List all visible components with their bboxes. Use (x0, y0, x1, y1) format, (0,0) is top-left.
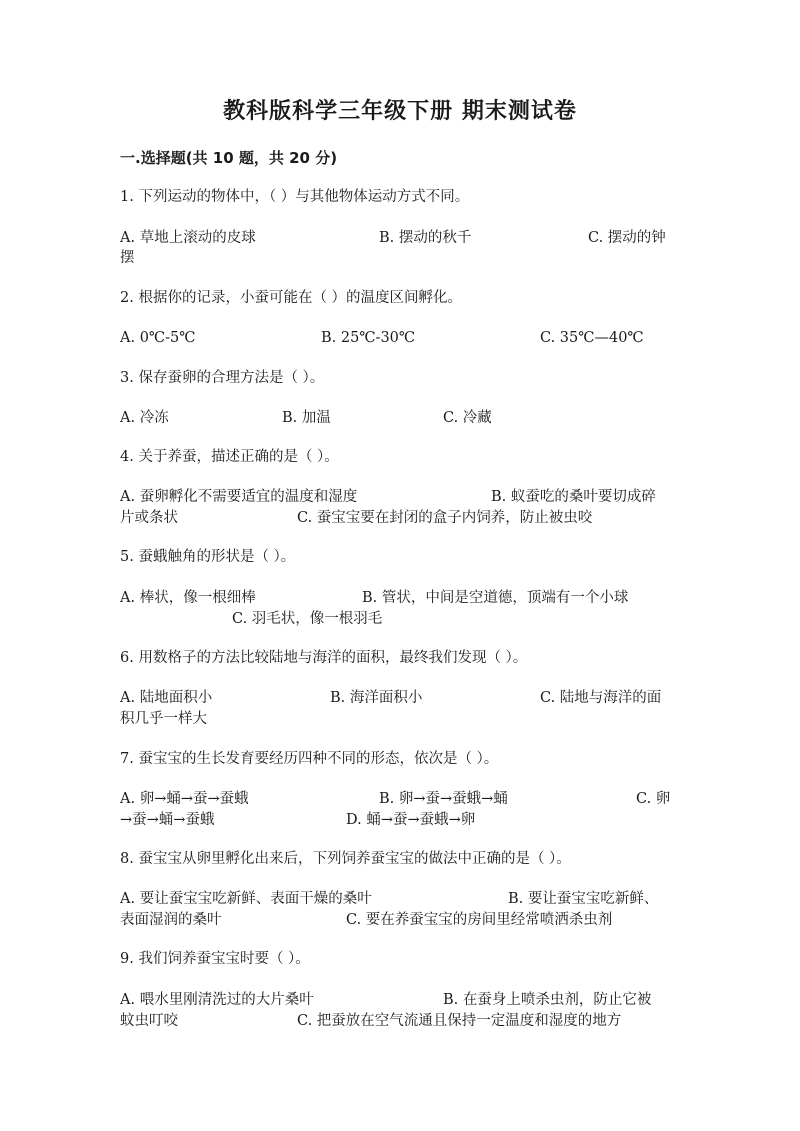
q8-option-c: C. 要在养蚕宝宝的房间里经常喷洒杀虫剂 (346, 912, 613, 928)
q3-option-b: B. 加温 (282, 410, 331, 426)
q6-option-a: A. 陆地面积小 (120, 690, 213, 706)
q4-option-a: A. 蚕卵孵化不需要适宜的温度和湿度 (120, 489, 358, 505)
q1-option-b: B. 摆动的秋千 (379, 230, 472, 246)
q9-option-b-wrap: 蚊虫叮咬 (120, 1013, 178, 1029)
q7-option-c-wrap: →蚕→蛹→蚕蛾 (120, 812, 215, 828)
q5-option-a: A. 棒状，像一根细棒 (120, 590, 256, 606)
q4-option-b: B. 蚁蚕吃的桑叶要切成碎 (491, 489, 656, 505)
q1-option-c: C. 摆动的钟 (588, 230, 666, 246)
question-8-stem: 8. 蚕宝宝从卵里孵化出来后，下列饲养蚕宝宝的做法中正确的是（ ）。 (120, 851, 571, 867)
q6-option-b: B. 海洋面积小 (330, 690, 423, 706)
q9-option-c: C. 把蚕放在空气流通且保持一定温度和湿度的地方 (297, 1013, 622, 1029)
q7-option-b: B. 卵→蚕→蚕蛾→蛹 (379, 791, 508, 807)
q8-option-a: A. 要让蚕宝宝吃新鲜、表面干燥的桑叶 (120, 891, 372, 907)
page-title: 教科版科学三年级下册 期末测试卷 (223, 99, 577, 124)
q9-option-a: A. 喂水里刚清洗过的大片桑叶 (120, 992, 314, 1008)
q1-option-c-wrap: 摆 (120, 250, 135, 266)
question-6-stem: 6. 用数格子的方法比较陆地与海洋的面积，最终我们发现（ ）。 (120, 650, 528, 666)
q9-option-b: B. 在蚕身上喷杀虫剂，防止它被 (443, 992, 652, 1008)
q1-option-a: A. 草地上滚动的皮球 (120, 230, 256, 246)
q6-option-c: C. 陆地与海洋的面 (540, 690, 662, 706)
q5-option-b: B. 管状，中间是空道德，顶端有一个小球 (362, 590, 629, 606)
q3-option-a: A. 冷冻 (120, 410, 169, 426)
question-5-stem: 5. 蚕蛾触角的形状是（ ）。 (120, 549, 296, 565)
question-9-stem: 9. 我们饲养蚕宝宝时要（ ）。 (120, 951, 310, 967)
q2-option-b: B. 25℃-30℃ (321, 330, 416, 346)
q3-option-c: C. 冷藏 (443, 410, 492, 426)
q8-option-b-wrap: 表面湿润的桑叶 (120, 912, 222, 928)
q5-option-c: C. 羽毛状，像一根羽毛 (232, 611, 383, 627)
question-4-stem: 4. 关于养蚕，描述正确的是（ ）。 (120, 449, 339, 465)
q4-option-b-wrap: 片或条状 (120, 510, 178, 526)
q2-option-a: A. 0℃-5℃ (120, 330, 196, 346)
question-1-stem: 1. 下列运动的物体中，（ ）与其他物体运动方式不同。 (120, 189, 470, 205)
question-2-stem: 2. 根据你的记录，小蚕可能在（ ）的温度区间孵化。 (120, 290, 463, 306)
q7-option-d: D. 蛹→蚕→蚕蛾→卵 (346, 812, 476, 828)
section-heading: 一.选择题(共 10 题，共 20 分) (120, 149, 338, 167)
q2-option-c: C. 35℃—40℃ (540, 330, 644, 346)
q7-option-c: C. 卵 (636, 791, 671, 807)
q7-option-a: A. 卵→蛹→蚕→蚕蛾 (120, 791, 249, 807)
q8-option-b: B. 要让蚕宝宝吃新鲜、 (508, 891, 659, 907)
question-7-stem: 7. 蚕宝宝的生长发育要经历四种不同的形态，依次是（ ）。 (120, 751, 499, 767)
q6-option-c-wrap: 积几乎一样大 (120, 711, 207, 727)
q4-option-c: C. 蚕宝宝要在封闭的盒子内饲养，防止被虫咬 (297, 510, 593, 526)
question-3-stem: 3. 保存蚕卵的合理方法是（ ）。 (120, 370, 325, 386)
